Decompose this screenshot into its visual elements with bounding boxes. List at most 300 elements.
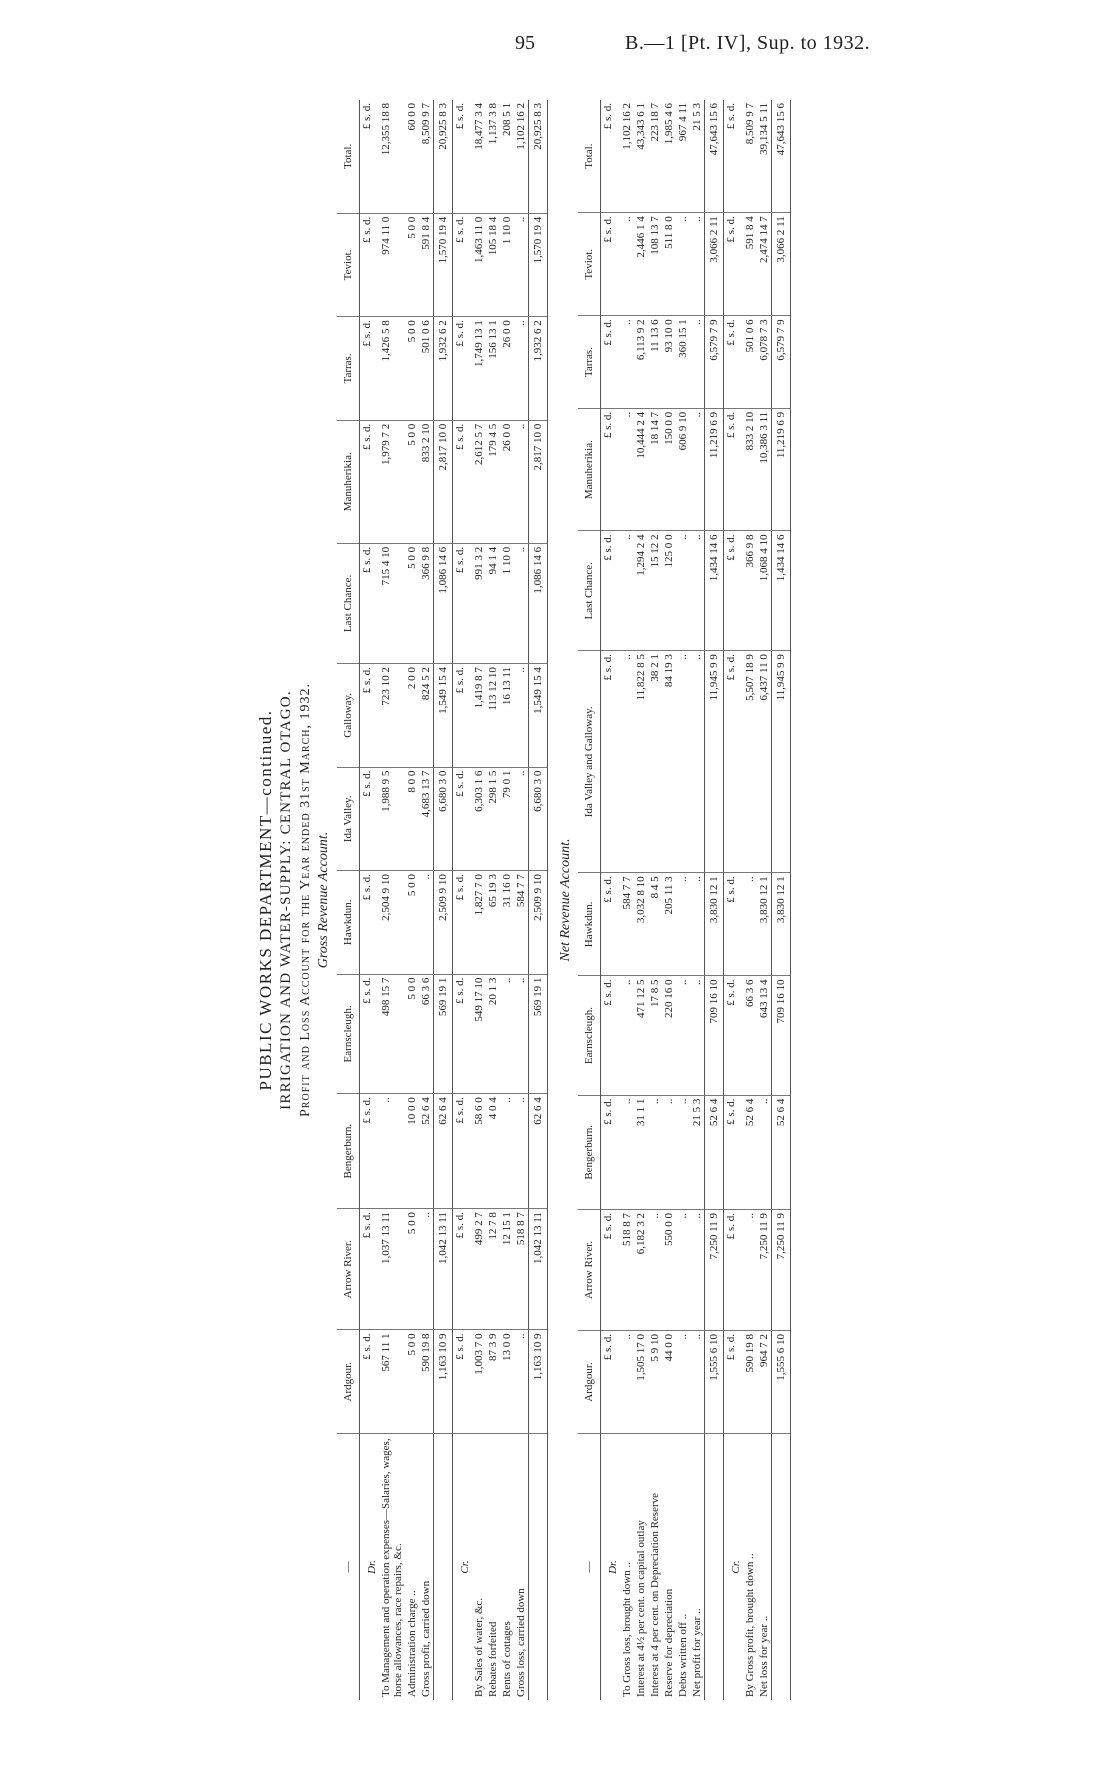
total-cell: 11,945 9 9 [704,651,723,873]
total-cell: 3,066 2 11 [704,213,723,316]
total-cell: 52 6 4 [771,1095,790,1209]
total-cell: 1,042 13 11 [528,1209,547,1330]
amount-cell: 4,683 13 7 [419,767,434,871]
amount-cell: 5 0 0 [405,1209,419,1330]
table-row [379,100,405,1700]
amount-cell: .. [676,1210,690,1331]
amount-cell: 606 9 10 [676,408,690,531]
amount-cell: .. [676,1095,690,1209]
page-reference: B.—1 [Pt. IV], Sup. to 1932. [625,32,871,54]
units-cell: £ s. d. [723,408,743,531]
amount-cell: .. [690,651,705,873]
amount-cell: 298 1 5 [486,767,500,871]
units-cell: £ s. d. [600,531,620,651]
units-cell: £ s. d. [600,316,620,409]
amount-cell: .. [419,871,434,975]
total-cell: 1,434 14 6 [704,531,723,651]
row-label: Gross profit, carried down [419,1580,432,1697]
units-cell: £ s. d. [600,1210,620,1331]
amount-cell: .. [690,1330,705,1433]
units-cell: £ s. d. [452,420,472,543]
amount-cell: 84 19 3 [662,651,676,873]
amount-cell: 3,032 8 10 [634,873,648,976]
amount-cell: 833 2 10 [743,408,757,531]
header-row [578,100,601,1700]
total-cell: 52 6 4 [704,1095,723,1209]
amount-cell: 150 0 0 [662,408,676,531]
table-row [634,100,648,1700]
amount-cell: 5 0 0 [405,1330,419,1434]
section-label: Cr. [458,1560,471,1574]
amount-cell: 1,068 4 10 [757,531,772,651]
units-cell: £ s. d. [359,1094,379,1209]
amount-cell: 1,137 3 8 [486,100,500,213]
amount-cell: 26 0 0 [500,420,514,543]
row-label: Gross loss, carried down [514,1588,527,1697]
amount-cell: .. [419,1209,434,1330]
amount-cell: .. [690,976,705,1095]
amount-cell: .. [500,1094,514,1209]
column-header: Galloway. [337,664,360,768]
net-caption: Net Revenue Account. [557,838,573,962]
table-row [500,100,514,1700]
amount-cell: 833 2 10 [419,420,434,543]
amount-cell: 499 2 7 [472,1209,486,1330]
amount-cell: 2,474 14 7 [757,213,772,316]
units-cell: £ s. d. [723,100,743,213]
column-header: Ida Valley. [337,767,360,871]
scheme-title: IRRIGATION AND WATER-SUPPLY: CENTRAL OTAGO. [278,690,295,1110]
amount-cell: .. [620,408,634,531]
amount-cell: 18 14 7 [648,408,662,531]
amount-cell: 590 19 8 [419,1330,434,1434]
amount-cell: .. [514,317,529,421]
units-cell: £ s. d. [452,1330,472,1434]
row-label: Net profit for year .. [690,1608,703,1697]
total-row [528,100,547,1700]
table-row [472,100,486,1700]
row-label: To Gross loss, brought down .. [620,1562,633,1697]
units-cell: £ s. d. [723,651,743,873]
units-cell: £ s. d. [359,543,379,663]
amount-cell: 15 12 2 [648,531,662,651]
amount-cell: .. [620,316,634,409]
total-cell: 569 19 1 [528,974,547,1094]
units-cell: £ s. d. [359,213,379,317]
units-cell: £ s. d. [359,317,379,421]
amount-cell: 5 0 0 [405,213,419,317]
amount-cell: 5 0 0 [405,317,419,421]
row-label: Rebates forfeited [486,1621,499,1697]
amount-cell: 10,444 2 4 [634,408,648,531]
units-cell: £ s. d. [452,871,472,975]
amount-cell: 20 1 3 [486,974,500,1094]
amount-cell: 10 0 0 [405,1094,419,1209]
total-cell: 3,830 12 1 [704,873,723,976]
amount-cell: 21 5 3 [690,100,705,213]
amount-cell: 3,830 12 1 [757,873,772,976]
amount-cell: 643 13 4 [757,976,772,1095]
units-cell: £ s. d. [723,1095,743,1209]
page-header [0,28,1114,68]
amount-cell: 723 10 2 [379,664,405,768]
amount-cell: 366 9 8 [419,543,434,663]
total-cell: 1,549 15 4 [528,664,547,768]
column-header: Manuherikia. [578,408,601,531]
amount-cell: 5 0 0 [405,543,419,663]
total-cell: 1,932 6 2 [528,317,547,421]
amount-cell: 1,463 11 0 [472,213,486,317]
row-label: Debts written off .. [676,1613,689,1697]
amount-cell: 65 19 3 [486,871,500,975]
units-cell: £ s. d. [600,408,620,531]
total-cell: 2,817 10 0 [528,420,547,543]
total-cell: 11,219 6 9 [704,408,723,531]
amount-cell: 12,355 18 8 [379,100,405,213]
total-cell: 1,163 10 9 [528,1330,547,1434]
total-cell: 6,579 7 9 [704,316,723,409]
section-label: Cr. [729,1560,742,1574]
amount-cell: .. [676,976,690,1095]
amount-cell: 991 3 2 [472,543,486,663]
amount-cell: 1,102 16 2 [620,100,634,213]
amount-cell: .. [514,213,529,317]
rotated-content [255,80,985,1720]
units-cell: £ s. d. [723,1330,743,1433]
column-header: Bengerburn. [578,1095,601,1209]
row-label: By Gross profit, brought down .. [743,1553,756,1697]
total-label [771,1434,790,1701]
units-cell: £ s. d. [452,543,472,663]
units-cell: £ s. d. [359,664,379,768]
amount-cell: .. [514,1094,529,1209]
amount-cell: 94 1 4 [486,543,500,663]
amount-cell: .. [743,1210,757,1331]
units-cell: £ s. d. [359,420,379,543]
units-cell: £ s. d. [359,974,379,1094]
amount-cell: 108 13 7 [648,213,662,316]
table-row [648,100,662,1700]
total-cell: 6,680 3 0 [528,767,547,871]
amount-cell: 1 10 0 [500,543,514,663]
amount-cell: .. [514,974,529,1094]
total-row [433,100,452,1700]
total-cell: 569 19 1 [433,974,452,1094]
amount-cell: 1,988 9 5 [379,767,405,871]
total-cell: 62 6 4 [433,1094,452,1209]
amount-cell: 38 2 1 [648,651,662,873]
amount-cell: 964 7 2 [757,1330,772,1433]
amount-cell: 360 15 1 [676,316,690,409]
amount-cell: 2 0 0 [405,664,419,768]
amount-cell: .. [690,1210,705,1331]
amount-cell: .. [648,1095,662,1209]
amount-cell: .. [743,873,757,976]
amount-cell: 2,446 1 4 [634,213,648,316]
amount-cell: 1,102 16 2 [514,100,529,213]
units-cell: £ s. d. [600,873,620,976]
total-cell: 709 16 10 [704,976,723,1095]
amount-cell: 567 11 1 [379,1330,405,1434]
amount-cell: 7,250 11 9 [757,1210,772,1331]
amount-cell: 5 0 0 [405,871,419,975]
amount-cell: .. [379,1094,405,1209]
amount-cell: 584 7 7 [620,873,634,976]
total-cell: 1,555 6 10 [771,1330,790,1433]
row-label: Interest at 4 per cent. on Depreciation Reserve [648,1492,661,1697]
units-cell: £ s. d. [452,974,472,1094]
gross-caption: Gross Revenue Account. [315,831,331,969]
total-cell: 2,509 9 10 [528,871,547,975]
amount-cell: 60 0 0 [405,100,419,213]
units-cell: £ s. d. [359,871,379,975]
column-header: Arrow River. [337,1209,360,1330]
amount-cell: 591 8 4 [743,213,757,316]
section-row [723,100,743,1700]
units-cell: £ s. d. [452,1209,472,1330]
units-cell: £ s. d. [723,213,743,316]
amount-cell: 31 16 0 [500,871,514,975]
page-number: 95 [515,32,535,54]
section-row [359,100,379,1700]
total-cell: 7,250 11 9 [771,1210,790,1331]
units-cell: £ s. d. [723,976,743,1095]
amount-cell: 518 8 7 [620,1210,634,1331]
amount-cell: 12 7 8 [486,1209,500,1330]
units-cell: £ s. d. [359,1330,379,1434]
total-cell: 2,817 10 0 [433,420,452,543]
amount-cell: .. [662,1095,676,1209]
column-header: Teviot. [578,213,601,316]
amount-cell: 549 17 10 [472,974,486,1094]
amount-cell: 179 4 5 [486,420,500,543]
units-cell: £ s. d. [452,767,472,871]
amount-cell: 6,113 9 2 [634,316,648,409]
total-cell: 1,086 14 6 [528,543,547,663]
amount-cell: 591 8 4 [419,213,434,317]
amount-cell: 1,426 5 8 [379,317,405,421]
amount-cell: .. [676,651,690,873]
column-header: Earnscleugh. [578,976,601,1095]
units-cell: £ s. d. [359,1209,379,1330]
units-cell: £ s. d. [452,317,472,421]
total-label [704,1434,723,1701]
total-cell: 62 6 4 [528,1094,547,1209]
amount-cell: 13 0 0 [500,1330,514,1434]
amount-cell: 584 7 7 [514,871,529,975]
row-label: Administration charge .. [405,1590,418,1697]
amount-cell: .. [514,664,529,768]
amount-cell: 5 9 10 [648,1330,662,1433]
total-row [704,100,723,1700]
amount-cell: .. [676,873,690,976]
table-row [419,100,434,1700]
column-header: Earnscleugh. [337,974,360,1094]
amount-cell: 2,504 9 10 [379,871,405,975]
amount-cell: .. [620,976,634,1095]
total-cell: 11,219 6 9 [771,408,790,531]
units-cell: £ s. d. [452,1094,472,1209]
amount-cell: .. [620,1095,634,1209]
amount-cell: 5 0 0 [405,974,419,1094]
amount-cell: 501 0 6 [419,317,434,421]
table-row [676,100,690,1700]
amount-cell: 1,505 17 0 [634,1330,648,1433]
amount-cell: 21 5 3 [690,1095,705,1209]
amount-cell: .. [690,408,705,531]
units-cell: £ s. d. [723,316,743,409]
department-title: PUBLIC WORKS DEPARTMENT—continued. [256,709,275,1091]
section-row [452,100,472,1700]
section-row [600,100,620,1700]
column-header: Ardgour. [578,1330,601,1433]
total-label [528,1434,547,1701]
total-cell: 20,925 8 3 [528,100,547,213]
total-cell: 1,086 14 6 [433,543,452,663]
table-row [690,100,705,1700]
amount-cell: 125 0 0 [662,531,676,651]
row-label: Net loss for year .. [757,1615,770,1697]
header-blank: — [337,1434,360,1701]
total-cell: 47,643 15 6 [704,100,723,213]
amount-cell: 12 15 1 [500,1209,514,1330]
amount-cell: 205 11 3 [662,873,676,976]
row-label: Interest at 4½ per cent. on capital outlay [634,1520,647,1697]
amount-cell: 967 4 11 [676,100,690,213]
units-cell: £ s. d. [600,100,620,213]
column-header: Ardgour. [337,1330,360,1434]
units-cell: £ s. d. [452,213,472,317]
units-cell: £ s. d. [452,664,472,768]
table-row [486,100,500,1700]
amount-cell: .. [676,213,690,316]
amount-cell: 79 0 1 [500,767,514,871]
amount-cell: 31 1 1 [634,1095,648,1209]
section-label: Dr. [606,1560,619,1574]
total-cell: 1,163 10 9 [433,1330,452,1434]
account-title: Profit and Loss Account for the Year ended 31st March, 1932. [297,683,313,1117]
row-label: Reserve for depreciation [662,1588,675,1697]
units-cell: £ s. d. [359,100,379,213]
total-cell: 3,066 2 11 [771,213,790,316]
amount-cell: 590 19 8 [743,1330,757,1433]
amount-cell: 1,419 8 7 [472,664,486,768]
amount-cell: 2,612 5 7 [472,420,486,543]
units-cell: £ s. d. [723,1210,743,1331]
total-cell: 1,549 15 4 [433,664,452,768]
total-cell: 3,830 12 1 [771,873,790,976]
column-header: Total. [578,100,601,213]
amount-cell: 113 12 10 [486,664,500,768]
amount-cell: 39,134 5 11 [757,100,772,213]
amount-cell: 974 11 0 [379,213,405,317]
amount-cell: 824 5 2 [419,664,434,768]
amount-cell: 6,303 1 6 [472,767,486,871]
amount-cell: .. [620,1330,634,1433]
amount-cell: 4 0 4 [486,1094,500,1209]
amount-cell: 550 0 0 [662,1210,676,1331]
table-row [405,100,419,1700]
units-cell: £ s. d. [452,100,472,213]
amount-cell: .. [690,316,705,409]
amount-cell: .. [690,873,705,976]
amount-cell: .. [514,420,529,543]
amount-cell: 5 0 0 [405,420,419,543]
amount-cell: 18,477 3 4 [472,100,486,213]
amount-cell: .. [620,531,634,651]
amount-cell: 105 18 4 [486,213,500,317]
total-cell: 7,250 11 9 [704,1210,723,1331]
amount-cell: 1,979 7 2 [379,420,405,543]
amount-cell: 1 10 0 [500,213,514,317]
amount-cell: 44 0 0 [662,1330,676,1433]
units-cell: £ s. d. [600,651,620,873]
amount-cell: 501 0 6 [743,316,757,409]
total-cell: 1,570 19 4 [528,213,547,317]
amount-cell: 11 13 6 [648,316,662,409]
amount-cell: .. [500,974,514,1094]
amount-cell: 8,509 9 7 [419,100,434,213]
column-header: Bengerburn. [337,1094,360,1209]
total-cell: 20,925 8 3 [433,100,452,213]
units-cell: £ s. d. [600,976,620,1095]
total-cell: 6,680 3 0 [433,767,452,871]
column-header: Last Chance. [337,543,360,663]
total-cell: 2,509 9 10 [433,871,452,975]
row-label: To Management and operation expenses—Salaries, wages, horse allowances, race repairs, &c. [379,1438,404,1697]
table-row [620,100,634,1700]
amount-cell: 16 13 11 [500,664,514,768]
units-cell: £ s. d. [723,873,743,976]
amount-cell: .. [514,1330,529,1434]
amount-cell: 8 0 0 [405,767,419,871]
column-header: Hawkdun. [337,871,360,975]
amount-cell: 366 9 8 [743,531,757,651]
amount-cell: 5,507 18 9 [743,651,757,873]
amount-cell: 66 3 6 [743,976,757,1095]
units-cell: £ s. d. [600,1330,620,1433]
amount-cell: .. [690,531,705,651]
amount-cell: 518 8 7 [514,1209,529,1330]
amount-cell: 498 15 7 [379,974,405,1094]
header-blank: — [578,1434,601,1701]
amount-cell: .. [514,767,529,871]
amount-cell: 511 8 0 [662,213,676,316]
amount-cell: 10,386 3 11 [757,408,772,531]
table-row [662,100,676,1700]
amount-cell: 1,037 13 11 [379,1209,405,1330]
amount-cell: 1,985 4 6 [662,100,676,213]
amount-cell: 6,078 7 3 [757,316,772,409]
amount-cell: 26 0 0 [500,317,514,421]
amount-cell: .. [620,651,634,873]
header-row [337,100,360,1700]
amount-cell: 1,827 7 0 [472,871,486,975]
amount-cell: 1,749 13 1 [472,317,486,421]
amount-cell: 1,003 7 0 [472,1330,486,1434]
amount-cell: .. [676,531,690,651]
amount-cell: .. [620,213,634,316]
amount-cell: 223 18 7 [648,100,662,213]
total-cell: 709 16 10 [771,976,790,1095]
column-header: Arrow River. [578,1210,601,1331]
column-header: Manuherikia. [337,420,360,543]
total-cell: 1,932 6 2 [433,317,452,421]
amount-cell: .. [690,213,705,316]
total-cell: 47,643 15 6 [771,100,790,213]
total-cell: 1,555 6 10 [704,1330,723,1433]
amount-cell: .. [514,543,529,663]
